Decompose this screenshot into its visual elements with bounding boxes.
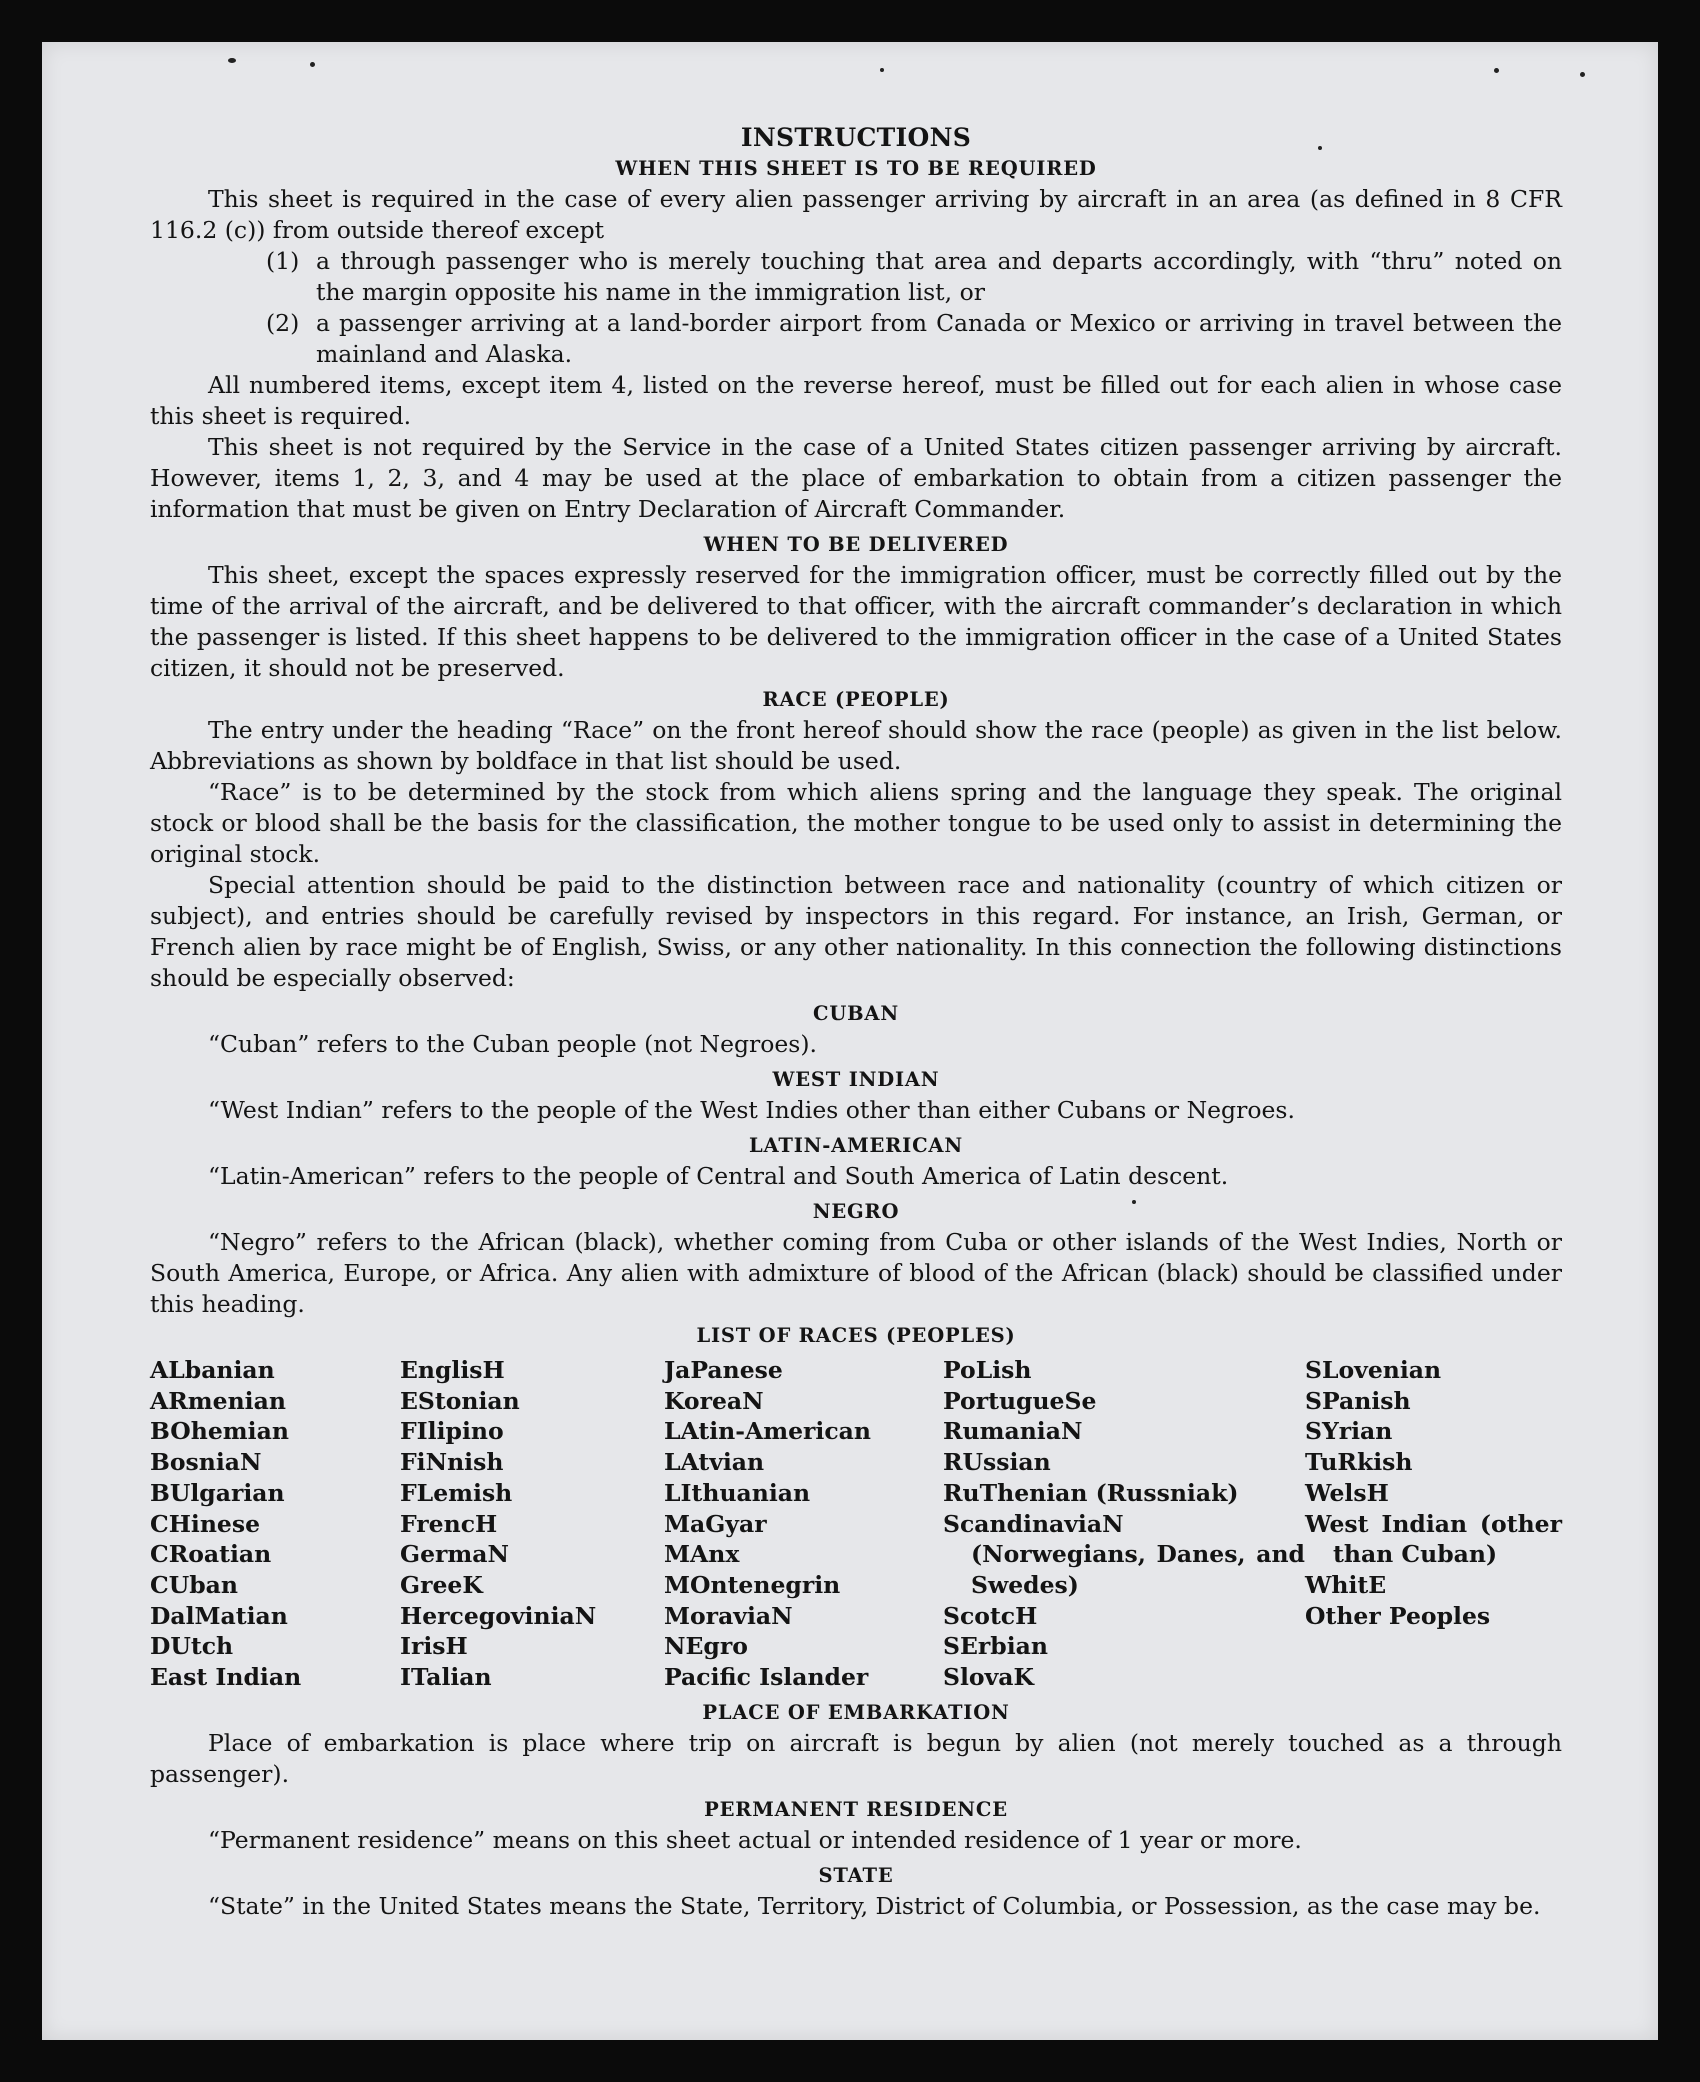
paragraph: “State” in the United States means the State, Territory, District of Columbia, or Possession, as the case may be. [208, 1891, 1541, 1920]
race-entry: ScandinaviaN (Norwegians, Danes, and Swedes) [943, 1509, 1305, 1599]
race-entry: RuThenian (Russniak) [943, 1478, 1239, 1507]
section-heading-race: RACE (PEOPLE) [762, 688, 950, 711]
section-heading-latin-american: LATIN-AMERICAN [749, 1134, 963, 1157]
paragraph: This sheet is not required by the Service in the case of a United States citizen passenger arriving by aircraft. However, items 1, 2, 3, and 4 may be used at the place of embarkation to obtain from a citizen passenger the information that must be given on Entry Declaration of Aircraft Commander. [150, 433, 1562, 523]
section-heading-embarkation: PLACE OF EMBARKATION [702, 1700, 1010, 1724]
paragraph: “Latin-American” refers to the people of Central and South America of Latin descent. [208, 1162, 1229, 1190]
paragraph: “Cuban” refers to the Cuban people (not Negroes). [208, 1030, 818, 1058]
race-entry: SErbian [943, 1632, 1048, 1661]
section-heading-delivered: WHEN TO BE DELIVERED [703, 533, 1009, 556]
race-entry: HercegoviniaN [400, 1601, 597, 1630]
race-entry: SlovaK [943, 1663, 1034, 1692]
ink-speck [310, 62, 315, 67]
race-entry: IrisH [400, 1632, 468, 1661]
race-entry: EStonian [400, 1386, 520, 1415]
paragraph: The entry under the heading “Race” on the front hereof should show the race (people) as given in the list below. Abbreviations as shown by boldface in that list should be used. [150, 716, 1562, 775]
section-heading-required: WHEN THIS SHEET IS TO BE REQUIRED [615, 157, 1097, 180]
race-entry: DUtch [150, 1632, 234, 1661]
section-heading-state: STATE [818, 1863, 894, 1887]
paragraph: “Permanent residence” means on this sheet actual or intended residence of 1 year or more. [208, 1825, 1302, 1854]
race-entry: Pacific Islander [664, 1663, 869, 1692]
instructions-content [150, 122, 1562, 1922]
race-entry: MAnx [664, 1540, 740, 1569]
section-heading-west-indian: WEST INDIAN [772, 1068, 940, 1091]
races-column [1305, 1355, 1562, 1693]
ink-speck [1580, 72, 1585, 77]
race-entry: PortugueSe [943, 1386, 1097, 1415]
paragraph: Place of embarkation is place where trip on aircraft is begun by alien (not merely touched as a through passenger). [150, 1728, 1562, 1788]
item-text: a passenger arriving at a land-border airport from Canada or Mexico or arriving in travel between the mainland and Alaska. [316, 309, 1562, 368]
race-entry: SLovenian [1305, 1356, 1442, 1384]
item-text: a through passenger who is merely touching that area and departs accordingly, with “thru” noted on the margin opposite his name in the immigration list, or [316, 247, 1562, 306]
race-entry: LAtvian [664, 1448, 765, 1477]
races-column [150, 1355, 400, 1693]
race-entry: CHinese [150, 1509, 261, 1538]
race-entry: FIlipino [400, 1417, 504, 1446]
race-entry: ITalian [400, 1663, 492, 1692]
paragraph: Special attention should be paid to the distinction between race and nationality (country of which citizen or subject), and entries should be carefully revised by inspectors in this regard. For instance, an Irish, German, or French alien by race might be of English, Swiss, or any other nationality. In this connection the following distinctions should be especially observed: [150, 871, 1562, 992]
race-entry: MaGyar [664, 1509, 767, 1538]
race-entry: EnglisH [400, 1356, 505, 1384]
race-entry: ALbanian [150, 1356, 275, 1384]
paragraph: This sheet is required in the case of every alien passenger arriving by aircraft in an area (as defined in 8 CFR 116.2 (c)) from outside thereof except [150, 185, 1562, 244]
race-entry: WelsH [1305, 1478, 1389, 1507]
list-item [266, 246, 1562, 308]
race-entry: NEgro [664, 1632, 748, 1661]
race-entry: GermaN [400, 1540, 509, 1569]
ink-speck [1494, 68, 1499, 73]
race-entry: BOhemian [150, 1417, 289, 1446]
race-entry: RUssian [943, 1448, 1051, 1477]
races-column [664, 1355, 943, 1693]
race-entry: ScotcH [943, 1601, 1038, 1630]
race-entry: TuRkish [1305, 1448, 1413, 1477]
list-item [266, 308, 1562, 370]
race-entry: FLemish [400, 1478, 513, 1507]
race-entry: FrencH [400, 1509, 498, 1538]
ink-speck [228, 58, 236, 63]
race-entry: MoraviaN [664, 1601, 793, 1630]
race-entry: SPanish [1305, 1386, 1411, 1415]
race-entry: CUban [150, 1570, 238, 1599]
race-entry: RumaniaN [943, 1417, 1083, 1446]
race-entry: BosniaN [150, 1448, 262, 1477]
paragraph: “Negro” refers to the African (black), whether coming from Cuba or other islands of the West Indies, North or South America, Europe, or Africa. Any alien with admixture of blood of the African (black) should be classified under this heading. [150, 1228, 1562, 1318]
race-entry: Other Peoples [1305, 1601, 1491, 1630]
race-entry: East Indian [150, 1663, 302, 1692]
section-heading-residence: PERMANENT RESIDENCE [704, 1797, 1008, 1821]
race-entry: GreeK [400, 1570, 483, 1599]
race-entry: West Indian (other than Cuban) [1305, 1509, 1562, 1569]
races-list [150, 1355, 1562, 1693]
race-entry: ARmenian [150, 1386, 286, 1415]
race-entry: SYrian [1305, 1417, 1393, 1446]
race-entry: LIthuanian [664, 1478, 811, 1507]
race-entry: BUlgarian [150, 1478, 285, 1507]
section-heading-races-list: LIST OF RACES (PEOPLES) [696, 1324, 1016, 1347]
page-title: INSTRUCTIONS [740, 123, 972, 152]
race-entry: LAtin-American [664, 1417, 871, 1446]
item-number: (1) [266, 247, 300, 275]
races-column [943, 1355, 1305, 1693]
paragraph: All numbered items, except item 4, listed on the reverse hereof, must be filled out for each alien in whose case this sheet is required. [150, 371, 1562, 430]
race-entry: FiNnish [400, 1448, 504, 1477]
race-entry: WhitE [1305, 1570, 1387, 1599]
race-entry: MOntenegrin [664, 1570, 841, 1599]
race-entry: KoreaN [664, 1386, 764, 1415]
race-entry: CRoatian [150, 1540, 272, 1569]
item-number: (2) [266, 309, 300, 337]
section-heading-cuban: CUBAN [813, 1002, 899, 1025]
document-page [42, 42, 1658, 2040]
race-entry: PoLish [943, 1356, 1032, 1384]
race-entry: JaPanese [664, 1356, 783, 1384]
paragraph: “West Indian” refers to the people of the West Indies other than either Cubans or Negroes. [208, 1096, 1295, 1124]
section-heading-negro: NEGRO [812, 1200, 900, 1223]
paragraph: “Race” is to be determined by the stock from which aliens spring and the language they speak. The original stock or blood shall be the basis for the classification, the mother tongue to be used only to assist in determining the original stock. [150, 778, 1562, 868]
race-entry: DalMatian [150, 1601, 288, 1630]
races-column [400, 1355, 664, 1693]
paragraph: This sheet, except the spaces expressly reserved for the immigration officer, must be correctly filled out by the time of the arrival of the aircraft, and be delivered to that officer, with the aircraft commander’s declaration in which the passenger is listed. If this sheet happens to be delivered to the immigration officer in the case of a United States citizen, it should not be preserved. [150, 561, 1562, 682]
ink-speck [880, 68, 884, 72]
